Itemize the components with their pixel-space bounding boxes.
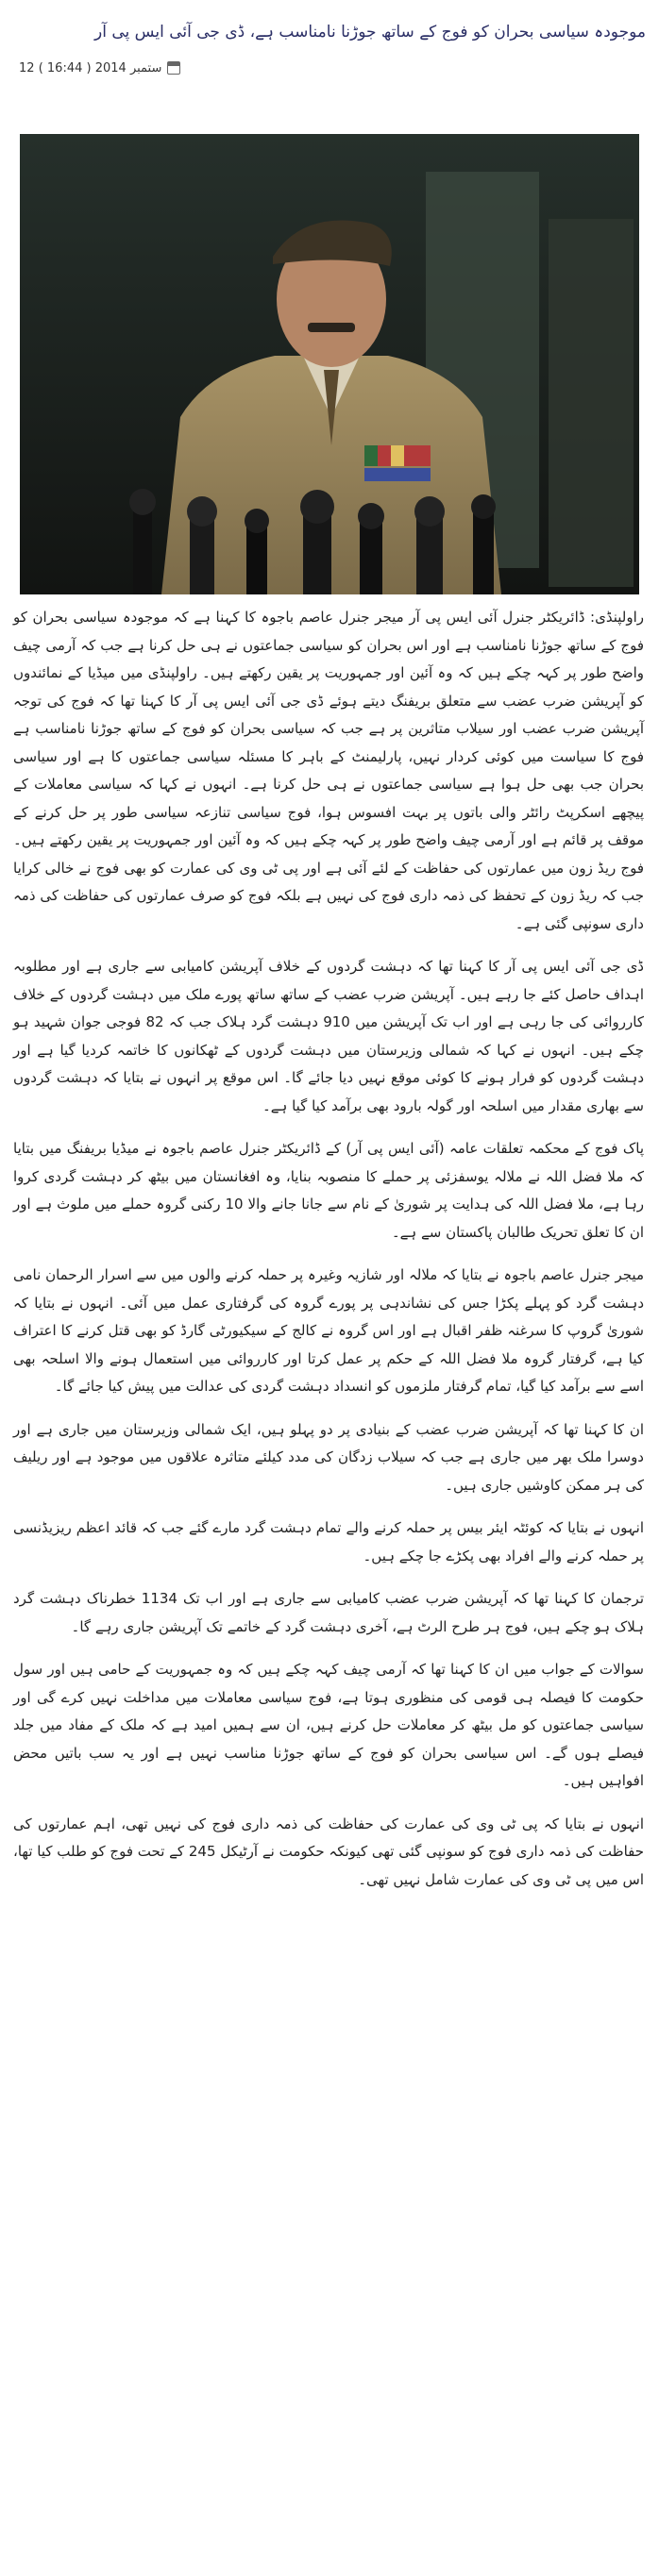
article-paragraph: ترجمان کا کہنا تھا کہ آپریشن ضرب عضب کامیابی سے جاری ہے اور اب تک 1134 خطرناک دہشت گرد ہلاک ہو چکے ہیں، فوج ہر طرح الرٹ ہے، آخری دہشت گرد کے خاتمے تک آپریشن جاری رہے گا۔ [13, 1590, 644, 1635]
article-dateline [19, 59, 180, 77]
article-paragraph: انہوں نے بتایا کہ پی ٹی وی کی عمارت کی حفاظت کی ذمہ داری فوج کی نہیں تھی، اہم عمارتوں کی حفاظت کی ذمہ داری فوج کو سونپی گئی تھی کیونکہ حکومت نے آرٹیکل 245 کے تحت فوج کو طلب کیا تھا، اس میں پی ٹی وی کی عمارت شامل نہیں تھی۔ [13, 1815, 644, 1888]
article-paragraph: ان کا کہنا تھا کہ آپریشن ضرب عضب کے بنیادی پر دو پہلو ہیں، ایک شمالی وزیرستان میں جاری ہے اور دوسرا ملک بھر میں جاری ہے جب کہ سیلاب زدگان کی مدد کیلئے متاثرہ علاقوں میں موجود ہے اور ریلیف کی ہر ممکن کاوشیں جاری ہیں۔ [13, 1420, 644, 1494]
article-photo [20, 134, 639, 594]
article-paragraph: سوالات کے جواب میں ان کا کہنا تھا کہ آرمی چیف کہہ چکے ہیں کہ وہ جمہوریت کے حامی ہیں اور سول حکومت کا فیصلہ ہی قومی کی منظوری ہوتا ہے، فوج سیاسی معاملات میں مداخلت نہیں کرے گی اور سیاسی جماعتوں کو مل بیٹھ کر معاملات حل کرنے ہیں، ان سے ہمیں امید ہے کہ ملک کے مفاد میں جلد فیصلے ہوں گے۔ اس سیاسی بحران کو فوج کے ساتھ جوڑنا مناسب نہیں ہے اور یہ سب باتیں محض افواہیں ہیں۔ [13, 1661, 644, 1789]
article-paragraph: ڈی جی آئی ایس پی آر کا کہنا تھا کہ دہشت گردوں کے خلاف آپریشن کامیابی سے جاری ہے اور مطلوبہ اہداف حاصل کئے جا رہے ہیں۔ آپریشن ضرب عضب کے ساتھ ساتھ پورے ملک میں دہشت گردوں کے خلاف کارروائی کی جا رہی ہے اور اب تک آپریشن میں 910 دہشت گرد ہلاک جب کہ 82 فوجی جوان شہید ہو چکے ہیں۔ انہوں نے کہا کہ شمالی وزیرستان میں دہشت گردوں کے ٹھکانوں کا خاتمہ کردیا گیا ہے اور دہشت گردوں کو فرار ہونے کا کوئی موقع نہیں دیا جائے گا۔ اس موقع پر انہوں نے بتایا کہ دہشت گردوں سے بھاری مقدار میں اسلحہ اور گولہ بارود بھی برآمد کیا گیا ہے۔ [13, 958, 644, 1114]
date-text: 12 ستمبر 2014 ( 16:44 ) [19, 60, 162, 75]
article-paragraph: پاک فوج کے محکمہ تعلقات عامہ (آئی ایس پی آر) کے ڈائریکٹر جنرل عاصم باجوہ نے میڈیا بریفنگ میں بتایا کہ ملا فضل اللہ نے ملالہ یوسفزئی پر حملے کا منصوبہ بنایا، وہ افغانستان میں بیٹھ کر دہشت گردی کروا رہا ہے، ملا فضل اللہ کی ہدایت پر شوریٰ کے نام سے جانا جانے والا 10 رکنی گروہ حملے میں ملوث ہے اور ان کا تعلق تحریک طالبان پاکستان سے ہے۔ [13, 1140, 645, 1241]
article-paragraph: انہوں نے بتایا کہ کوئٹہ ایئر بیس پر حملہ کرنے والے تمام دہشت گرد مارے گئے جب کہ قائد اعظم ریزیڈنسی پر حملہ کرنے والے افراد بھی پکڑے جا چکے ہیں۔ [13, 1519, 644, 1564]
article-body [13, 604, 644, 2567]
article-headline: موجودہ سیاسی بحران کو فوج کے ساتھ جوڑنا نامناسب ہے، ڈی جی آئی ایس پی آر [94, 23, 646, 42]
article-paragraph: راولپنڈی: ڈائریکٹر جنرل آئی ایس پی آر میجر جنرل عاصم باجوہ کا کہنا ہے کہ موجودہ سیاسی بحران کو فوج کے ساتھ جوڑنا نامناسب ہے اور اس بحران کو سیاسی جماعتوں نے ہی حل کرنا ہے جب کہ آرمی چیف واضح طور پر کہہ چکے ہیں کہ وہ آئین اور جمہوریت پر یقین رکھتے ہیں۔ راولپنڈی میں میڈیا کے نمائندوں کو آپریشن ضرب عضب سے متعلق بریفنگ دیتے ہوئے ڈی جی آئی ایس پی آر کا کہنا تھا کہ فوج کی توجہ آپریشن ضرب عضب اور سیلاب متاثرین پر ہے جب کہ سیاسی بحران کو فوج کے ساتھ جوڑنا نامناسب ہے فوج کا سیاست میں کوئی کردار نہیں، پارلیمنٹ کے باہر کا مسئلہ سیاسی جماعتوں کا ہے اور سیاسی بحران جب بھی حل ہوا ہے سیاسی جماعتوں نے ہی حل کرنا ہے۔ انہوں نے کہا کہ سیاسی معاملات کے پیچھے اسکرپٹ رائٹر والی باتوں پر بہت افسوس ہوا، فوج سیاسی تنازعہ سیاسی طور پر حل کرنے کے موقف پر قائم ہے اور آرمی چیف واضح طور پر کہہ چکے ہیں کہ وہ آئین اور جمہوریت پر یقین رکھتے ہیں۔ فوج ریڈ زون میں عمارتوں کی حفاظت کے لئے آئی ہے اور پی ٹی وی کی عمارت کو بھی فوج نے خالی کرایا جب کہ ریڈ زون کے تحفظ کی ذمہ داری فوج کی نہیں ہے بلکہ فوج کو صرف عمارتوں کی حفاظت کی ذمہ داری سونپی گئی ہے۔ [13, 609, 644, 932]
spokesman-photo-illustration [20, 134, 639, 594]
article-paragraph: میجر جنرل عاصم باجوہ نے بتایا کہ ملالہ اور شازیہ وغیرہ پر حملہ کرنے والوں میں سے اسرار الرحمان نامی دہشت گرد کو پہلے پکڑا جس کی نشاندہی پر پورے گروہ کی گرفتاری عمل میں آئی۔ انہوں نے بتایا کہ شوریٰ گروپ کا سرغنہ ظفر اقبال ہے اور اس گروہ نے کالج کے سیکیورٹی گارڈ کو بھی قتل کرنے کا اعتراف کیا ہے، گرفتار گروہ ملا فضل اللہ کے حکم پر عمل کرتا اور کارروائی میں استعمال ہونے والا اسلحہ بھی اسے سے برآمد کیا گیا، تمام گرفتار ملزموں کو انسداد دہشت گردی کی عدالت میں پیش کیا جائے گا۔ [13, 1266, 644, 1395]
calendar-icon [167, 61, 180, 75]
